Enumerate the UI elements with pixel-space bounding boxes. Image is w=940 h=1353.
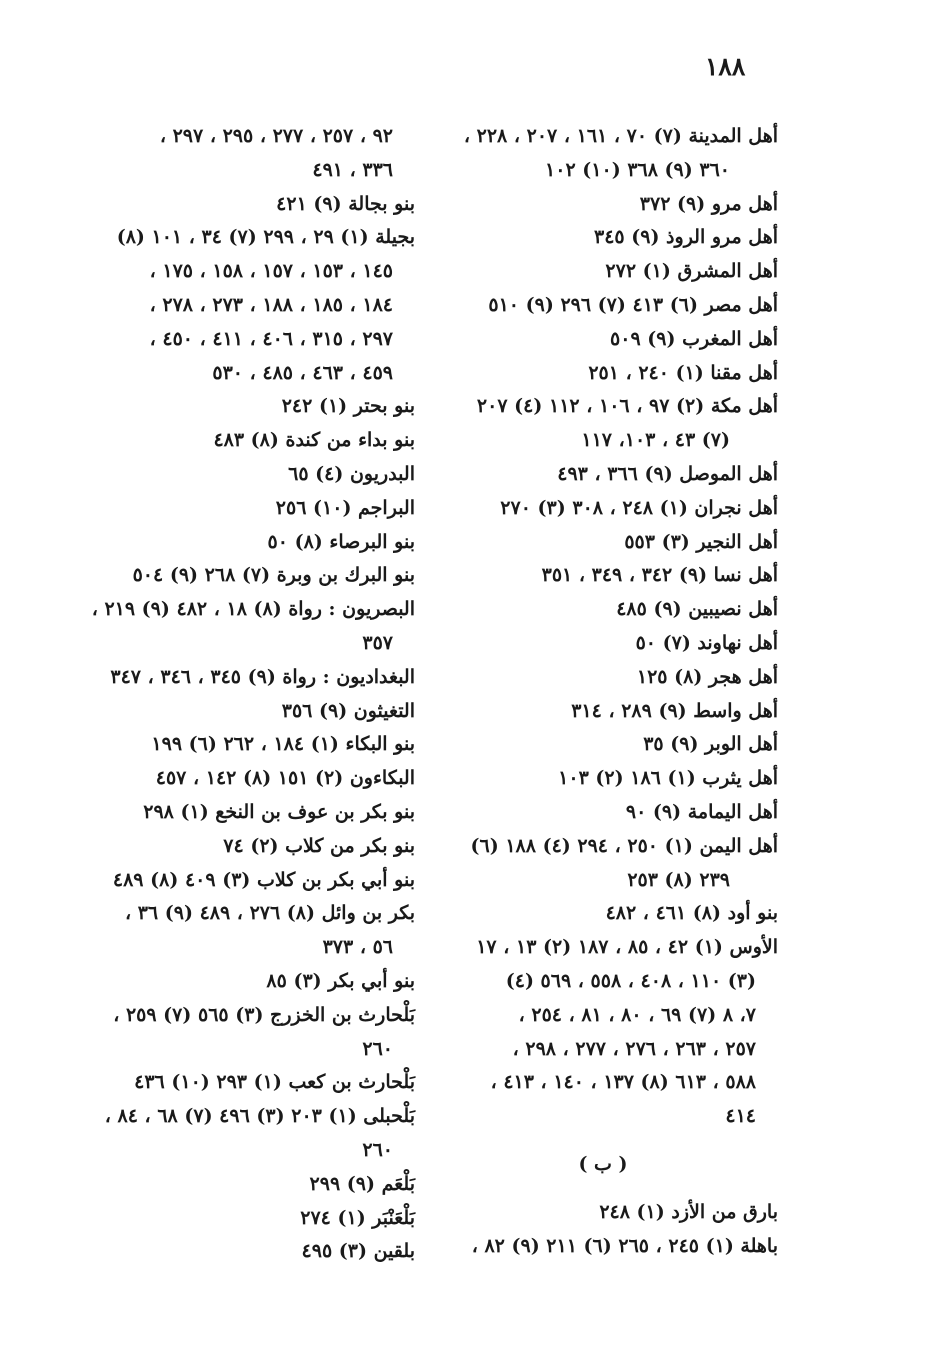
index-entry-line: بنو البكاء (١) ١٨٤ ، ٢٦٢ (٦) ١٩٩ [151, 733, 415, 756]
index-entry-line: أهل مصر (٦) ٤١٣ (٧) ٢٩٦ (٩) ٥١٠ [488, 293, 778, 316]
index-entry-line: بَلْحارث بن الخزرج (٣) ٥٦٥ (٧) ٢٥٩ ، [113, 1003, 415, 1026]
index-entry-line: أهل مقنا (١) ٢٤٠ ، ٢٥١ [588, 361, 778, 384]
index-entry-line: أهل نهاوند (٧) ٥٠ [635, 631, 778, 654]
index-entry-line: ٢٦٠ [362, 1037, 393, 1060]
index-entry-line: البدريون (٤) ٦٥ [288, 462, 415, 485]
index-column-right [448, 120, 778, 1263]
index-entry-line: ٢٩٧ ، ٣١٥ ، ٤٠٦ ، ٤١١ ، ٤٥٠ ، [149, 327, 393, 350]
index-entry-line: ٧، ٨ (٧) ٦٩ ، ٨٠ ، ٨١ ، ٢٥٤ ، [518, 1003, 756, 1026]
index-entry-line: ( ب ) [578, 1152, 628, 1175]
index-entry-line: بنو البرك بن وبرة (٧) ٢٦٨ (٩) ٥٠٤ [132, 564, 415, 587]
index-entry-line: ٤١٤ [725, 1105, 756, 1128]
index-entry-line: أهل مرو (٩) ٣٧٢ [639, 192, 778, 215]
index-entry-line: أهل نصيبين (٩) ٤٨٥ [616, 598, 778, 621]
index-entry-line: بارق من الأزد (١) ٢٤٨ [599, 1200, 778, 1223]
index-entry-line: بنو بحتر (١) ٢٤٢ [281, 395, 415, 418]
index-entry-line: (٣) ١١٠ ، ٤٠٨ ، ٥٥٨ ، ٥٦٩ (٤) [505, 969, 756, 992]
index-entry-line: أهل نسا (٩) ٣٤٢ ، ٣٤٩ ، ٣٥١ [541, 564, 778, 587]
page-number: ١٨٨ [705, 52, 746, 81]
index-entry-line: ٤٥٩ ، ٤٦٣ ، ٤٨٥ ، ٥٣٠ [212, 361, 393, 384]
index-entry-line: ١٤٥ ، ١٥٣ ، ١٥٧ ، ١٥٨ ، ١٧٥ ، [149, 260, 393, 283]
index-entry-line: البراجم (١٠) ٢٥٦ [275, 496, 415, 519]
index-entry-line: ٢٦٠ [362, 1138, 393, 1161]
index-entry-line: أهل المغرب (٩) ٥٠٩ [610, 327, 778, 350]
index-entry-line: بَلْحارث بن كعب (١) ٢٩٣ (١٠) ٤٣٦ [134, 1071, 415, 1094]
index-entry-line: التغيثون (٩) ٣٥٦ [281, 699, 415, 722]
index-column-left [70, 120, 415, 1269]
index-entry-line: ٥٦ ، ٣٧٣ [322, 936, 393, 959]
index-entry-line: البصريون : رواة (٨) ١٨ ، ٤٨٢ (٩) ٢١٩ ، [91, 598, 415, 621]
index-entry-line: ٣٦٠ (٩) ٣٦٨ (١٠) ١٠٢ [545, 158, 730, 181]
index-entry-line: الأوس (١) ٤٢ ، ٨٥ ، ١٨٧ (٢) ١٣ ، ١٧ [476, 936, 778, 959]
index-entry-line: أهل هجر (٨) ١٢٥ [636, 665, 778, 688]
index-entry-line: بنو البرصاء (٨) ٥٠ [267, 530, 415, 553]
index-entry-line: بكر بن وائل (٨) ٢٧٦ ، ٤٨٩ (٩) ٣٦ ، [124, 902, 415, 925]
index-entry-line: بنو أبي بكر بن كلاب (٣) ٤٠٩ (٨) ٤٨٩ [112, 868, 415, 891]
index-entry-line: بنو بكر بن عوف بن النخع (١) ٢٩٨ [143, 800, 415, 823]
index-entry-line: ٣٥٧ [362, 631, 393, 654]
index-entry-line: أهل نجران (١) ٢٤٨ ، ٣٠٨ (٣) ٢٧٠ [500, 496, 778, 519]
index-entry-line: ١٨٤ ، ١٨٥ ، ١٨٨ ، ٢٧٣ ، ٢٧٨ ، [149, 293, 393, 316]
index-entry-line: بَلْعَم (٩) ٢٩٩ [309, 1172, 415, 1195]
index-entry-line: أهل المدينة (٧) ٧٠ ، ١٦١ ، ٢٠٧ ، ٢٢٨ ، [463, 125, 778, 147]
index-entry-line: أهل مرو الروذ (٩) ٣٤٥ [594, 226, 778, 249]
index-entry-line: ٣٣٦ ، ٤٩١ [312, 158, 393, 181]
index-entry-line: بنو بكر من كلاب (٢) ٧٤ [223, 834, 415, 857]
index-entry-line: بلقين (٣) ٤٩٥ [301, 1240, 415, 1263]
index-entry-line: بنو أود (٨) ٤٦١ ، ٤٨٢ [605, 902, 778, 925]
index-entry-line: بنو بجالة (٩) ٤٢١ [276, 192, 415, 215]
index-entry-line: أهل النجير (٣) ٥٥٣ [624, 530, 778, 553]
index-entry-line: البغداديون : رواة (٩) ٣٤٥ ، ٣٤٦ ، ٣٤٧ [110, 665, 415, 688]
index-entry-line: بَلْعَنْبَر (١) ٢٧٤ [300, 1206, 415, 1229]
index-entry-line: أهل مكة (٢) ٩٧ ، ١٠٦ ، ١١٢ (٤) ٢٠٧ [476, 395, 778, 418]
index-entry-line: (٧) ٤٣ ، ١٠٣، ١١٧ [581, 429, 730, 452]
index-entry-line: أهل المشرق (١) ٢٧٢ [605, 260, 778, 283]
index-entry-line: أهل اليمن (١) ٢٥٠ ، ٢٩٤ (٤) ١٨٨ (٦) [470, 834, 778, 857]
index-entry-line: أهل الوبر (٩) ٣٥ [643, 733, 778, 756]
index-entry-line: أهل اليمامة (٩) ٩٠ [625, 800, 778, 823]
index-entry-line: ٥٨٨ ، ٦١٣ (٨) ١٣٧ ، ١٤٠ ، ٤١٣ ، [490, 1071, 756, 1094]
index-entry-line: بنو أبي بكر (٣) ٨٥ [266, 969, 415, 992]
index-entry-line: أهل الموصل (٩) ٣٦٦ ، ٤٩٣ [557, 462, 778, 485]
index-entry-line: أهل واسط (٩) ٢٨٩ ، ٣١٤ [571, 699, 778, 722]
index-entry-line: ٢٣٩ (٨) ٢٥٣ [627, 868, 730, 891]
index-entry-line: باهلة (١) ٢٤٥ ، ٢٦٥ (٦) ٢١١ (٩) ٨٢ ، [471, 1234, 778, 1257]
index-entry-line: ٩٢ ، ٢٥٧ ، ٢٧٧ ، ٢٩٥ ، ٢٩٧ ، [159, 125, 393, 147]
index-entry-line: أهل يثرب (١) ١٨٦ (٢) ١٠٣ [558, 767, 778, 790]
index-entry-line: بَلْحبلى (١) ٢٠٣ (٣) ٤٩٦ (٧) ٦٨ ، ٨٤ ، [104, 1105, 415, 1128]
index-entry-line: البكاءون (٢) ١٥١ (٨) ١٤٢ ، ٤٥٧ [155, 767, 415, 790]
index-entry-line: بنو بداء من كندة (٨) ٤٨٣ [213, 429, 415, 452]
index-entry-line: ٢٥٧ ، ٢٦٣ ، ٢٧٦ ، ٢٧٧ ، ٢٩٨ ، [512, 1037, 756, 1060]
index-entry-line: بجيلة (١) ٢٩ ، ٢٩٩ (٧) ٣٤ ، ١٠١ (٨) [116, 226, 415, 249]
